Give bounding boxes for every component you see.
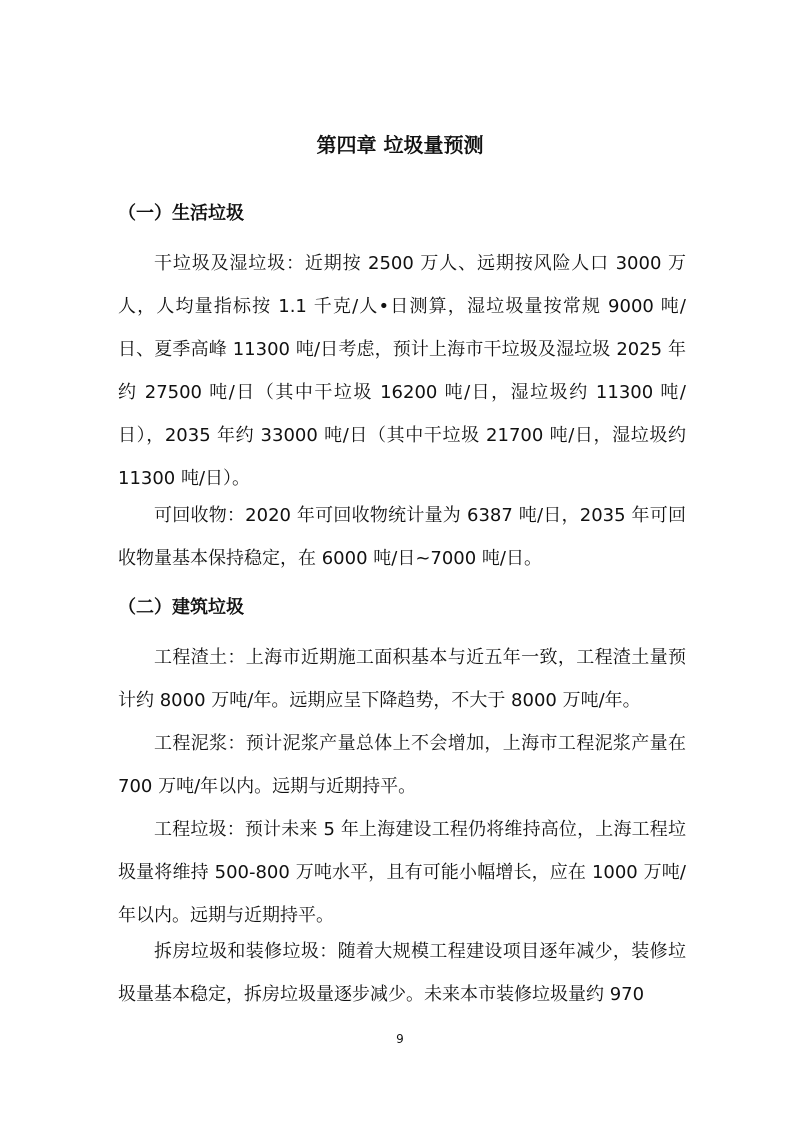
page-number: 9	[396, 1032, 404, 1046]
paragraph-dry-wet-waste: 干垃圾及湿垃圾：近期按 2500 万人、远期按风险人口 3000 万人，人均量指标按 1.1 千克/人•日测算，湿垃圾量按常规 9000 吨/日、夏季高峰 11300 吨/日考虑，预计上海市干垃圾及湿垃圾 2025 年约 27500 吨/日（其中干垃圾 16200 吨/日，湿垃圾约 11300 吨/日），2035 年约 33000 吨/日（其中干垃圾 21700 吨/日，湿垃圾约 11300 吨/日）。	[118, 253, 686, 489]
paragraph-demolition-decoration-waste: 拆房垃圾和装修垃圾：随着大规模工程建设项目逐年减少，装修垃圾量基本稳定，拆房垃圾量逐步减少。未来本市装修垃圾量约 970	[118, 941, 686, 1005]
paragraph-engineering-muck: 工程渣土：上海市近期施工面积基本与近五年一致，工程渣土量预计约 8000 万吨/年。远期应呈下降趋势，不大于 8000 万吨/年。	[118, 647, 686, 711]
section-heading-construction-waste: （二）建筑垃圾	[118, 597, 244, 618]
chapter-title: 第四章 垃圾量预测	[316, 133, 484, 157]
paragraph-recyclables: 可回收物：2020 年可回收物统计量为 6387 吨/日，2035 年可回收物量基本保持稳定，在 6000 吨/日~7000 吨/日。	[118, 505, 686, 569]
section-heading-household-waste: （一）生活垃圾	[118, 203, 244, 224]
paragraph-engineering-slurry: 工程泥浆：预计泥浆产量总体上不会增加，上海市工程泥浆产量在 700 万吨/年以内。远期与近期持平。	[118, 733, 686, 797]
paragraph-engineering-waste: 工程垃圾：预计未来 5 年上海建设工程仍将维持高位，上海工程垃圾量将维持 500-800 万吨水平，且有可能小幅增长，应在 1000 万吨/年以内。远期与近期持平。	[118, 819, 686, 926]
